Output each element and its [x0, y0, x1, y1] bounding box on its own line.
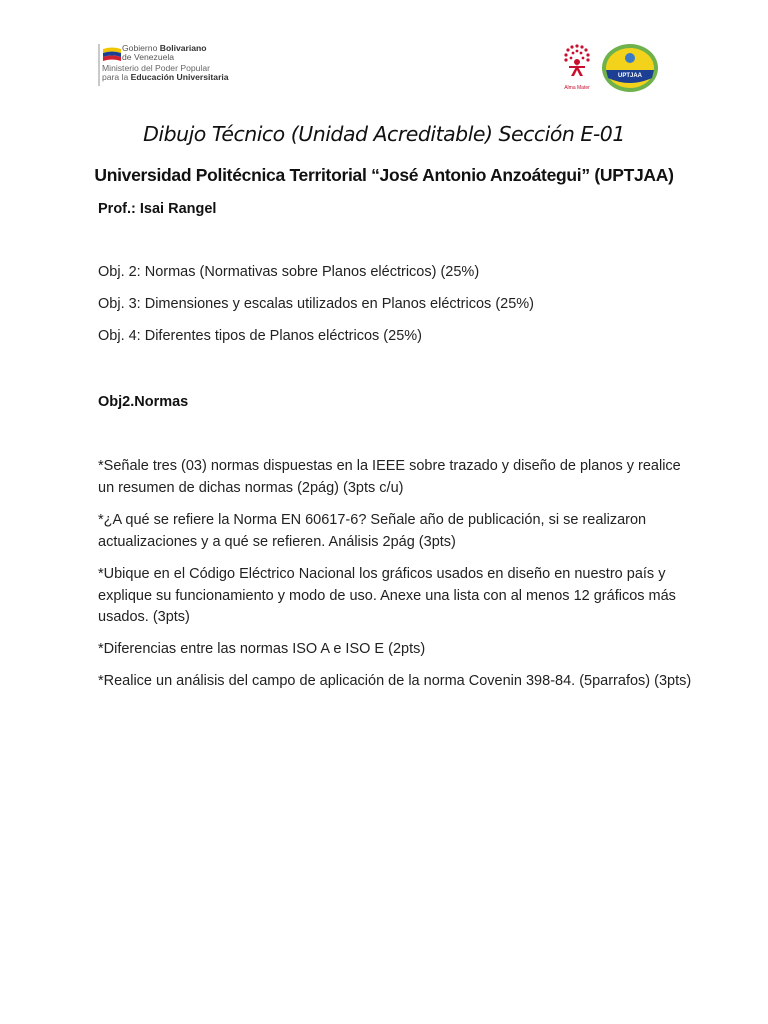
gov-line4-bold: Educación Universitaria — [130, 72, 229, 83]
uptjaa-emblem-icon — [600, 42, 660, 94]
gov-line2: de Venezuela — [122, 52, 175, 63]
section-heading: Obj2.Normas — [98, 394, 189, 410]
gov-line3: Ministerio del Poder Popular — [102, 63, 210, 73]
gov-line1-bold: Bolivariano — [159, 43, 207, 53]
government-logo — [98, 44, 248, 88]
objective-item: Obj. 4: Diferentes tipos de Planos eléctricos (25%) — [98, 328, 422, 344]
task-item: *Ubique en el Código Eléctrico Nacional los gráficos usados en diseño en nuestro país y explique su funcionamiento y modo de uso. Anexe una lista con al menos 12 gráficos más usados. (3pts) — [98, 566, 676, 625]
venezuela-flag-icon — [103, 46, 121, 62]
ministry-text — [102, 64, 229, 83]
logo-divider — [98, 44, 100, 86]
objective-item: Obj. 3: Dimensiones y escalas utilizados en Planos eléctricos (25%) — [98, 296, 535, 312]
objective-item: Obj. 2: Normas (Normativas sobre Planos eléctricos) (25%) — [98, 264, 480, 280]
alma-mater-emblem-icon — [557, 42, 597, 94]
task-item: *Diferencias entre las normas ISO A e ISO E (2pts) — [98, 641, 426, 657]
professor-label: Prof.: Isai Rangel — [98, 201, 217, 217]
gov-line1-regular: Gobierno — [122, 43, 158, 53]
emblem-caption: Alma Mater — [564, 85, 590, 91]
gov-line4-regular: para la — [102, 72, 129, 83]
task-item: *Señale tres (03) normas dispuestas en la IEEE sobre trazado y diseño de planos y realice un resumen de dichas normas (2pág) (3pts c/u) — [98, 458, 681, 496]
task-item: *Realice un análisis del campo de aplicación de la norma Covenin 398-84. (5parrafos) (3pts) — [98, 673, 692, 689]
uptjaa-label: UPTJAA — [617, 73, 643, 79]
university-title: Universidad Politécnica Territorial “José Antonio Anzoátegui” (UPTJAA) — [94, 165, 674, 185]
task-item: *¿A qué se refiere la Norma EN 60617-6? Señale año de publicación, si se realizaron actualizaciones y a qué se refieren. Análisis 2pág (3pts) — [98, 512, 647, 550]
document-title: Dibujo Técnico (Unidad Acreditable) Sección E-01 — [143, 122, 625, 146]
page-header — [0, 0, 768, 100]
government-logo-text — [122, 44, 207, 63]
